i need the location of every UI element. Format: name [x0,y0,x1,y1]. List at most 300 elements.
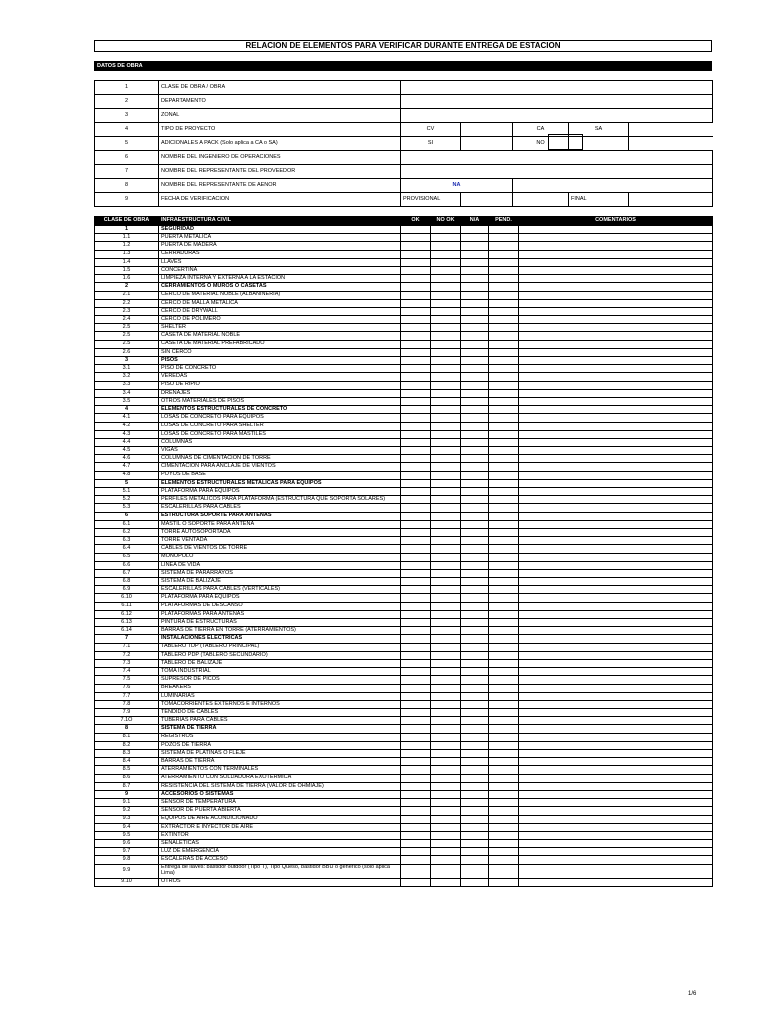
ok-cell[interactable] [401,725,431,733]
no-ok-cell[interactable] [431,586,461,594]
comentarios-cell[interactable] [519,782,713,790]
comentarios-cell[interactable] [519,823,713,831]
ok-cell[interactable] [401,561,431,569]
pend-cell[interactable] [489,750,519,758]
na-cell[interactable] [461,242,489,250]
ok-cell[interactable] [401,856,431,864]
no-ok-cell[interactable] [431,488,461,496]
pend-cell[interactable] [489,684,519,692]
option-si[interactable]: SI [401,137,461,151]
comentarios-cell[interactable] [519,414,713,422]
pend-cell[interactable] [489,324,519,332]
no-ok-cell[interactable] [431,447,461,455]
comentarios-cell[interactable] [519,684,713,692]
na-cell[interactable] [461,717,489,725]
ok-cell[interactable] [401,750,431,758]
na-cell[interactable] [461,381,489,389]
pend-cell[interactable] [489,496,519,504]
aenor-value[interactable]: NA [401,179,513,193]
pend-cell[interactable] [489,504,519,512]
no-ok-cell[interactable] [431,619,461,627]
no-ok-cell[interactable] [431,741,461,749]
no-ok-cell[interactable] [431,528,461,536]
ok-cell[interactable] [401,357,431,365]
pend-cell[interactable] [489,651,519,659]
comentarios-cell[interactable] [519,242,713,250]
comentarios-cell[interactable] [519,455,713,463]
no-ok-cell[interactable] [431,455,461,463]
pend-cell[interactable] [489,250,519,258]
comentarios-cell[interactable] [519,373,713,381]
na-cell[interactable] [461,283,489,291]
provisional-value[interactable] [461,193,513,207]
pend-cell[interactable] [489,266,519,274]
no-ok-cell[interactable] [431,684,461,692]
no-ok-cell[interactable] [431,373,461,381]
ok-cell[interactable] [401,545,431,553]
ok-cell[interactable] [401,594,431,602]
comentarios-cell[interactable] [519,348,713,356]
pend-cell[interactable] [489,878,519,886]
na-cell[interactable] [461,878,489,886]
comentarios-cell[interactable] [519,635,713,643]
ok-cell[interactable] [401,455,431,463]
datos-value-field[interactable] [401,151,713,165]
option-cv[interactable]: CV [401,123,461,137]
no-ok-cell[interactable] [431,717,461,725]
no-ok-cell[interactable] [431,348,461,356]
pend-cell[interactable] [489,488,519,496]
ok-cell[interactable] [401,479,431,487]
pend-cell[interactable] [489,537,519,545]
na-cell[interactable] [461,488,489,496]
comentarios-cell[interactable] [519,602,713,610]
ok-cell[interactable] [401,340,431,348]
comentarios-cell[interactable] [519,250,713,258]
pend-cell[interactable] [489,316,519,324]
pend-cell[interactable] [489,528,519,536]
ok-cell[interactable] [401,676,431,684]
comentarios-cell[interactable] [519,578,713,586]
comentarios-cell[interactable] [519,234,713,242]
no-ok-cell[interactable] [431,774,461,782]
no-ok-cell[interactable] [431,750,461,758]
na-cell[interactable] [461,709,489,717]
ok-cell[interactable] [401,741,431,749]
pend-cell[interactable] [489,815,519,823]
ok-cell[interactable] [401,250,431,258]
ok-cell[interactable] [401,414,431,422]
no-ok-cell[interactable] [431,332,461,340]
comentarios-cell[interactable] [519,381,713,389]
pend-cell[interactable] [489,332,519,340]
comentarios-cell[interactable] [519,709,713,717]
comentarios-cell[interactable] [519,479,713,487]
comentarios-cell[interactable] [519,815,713,823]
na-cell[interactable] [461,373,489,381]
no-ok-cell[interactable] [431,545,461,553]
pend-cell[interactable] [489,610,519,618]
no-ok-cell[interactable] [431,569,461,577]
na-cell[interactable] [461,643,489,651]
option-sa[interactable]: SA [569,123,629,137]
na-cell[interactable] [461,676,489,684]
no-ok-cell[interactable] [431,668,461,676]
ok-cell[interactable] [401,316,431,324]
no-ok-cell[interactable] [431,553,461,561]
no-ok-cell[interactable] [431,610,461,618]
ok-cell[interactable] [401,537,431,545]
na-cell[interactable] [461,848,489,856]
no-ok-cell[interactable] [431,406,461,414]
na-cell[interactable] [461,815,489,823]
pend-cell[interactable] [489,758,519,766]
na-cell[interactable] [461,266,489,274]
pend-cell[interactable] [489,619,519,627]
comentarios-cell[interactable] [519,668,713,676]
no-ok-cell[interactable] [431,725,461,733]
comentarios-cell[interactable] [519,790,713,798]
pend-cell[interactable] [489,717,519,725]
no-ok-cell[interactable] [431,643,461,651]
na-cell[interactable] [461,365,489,373]
ok-cell[interactable] [401,406,431,414]
ok-cell[interactable] [401,275,431,283]
no-ok-cell[interactable] [431,463,461,471]
ok-cell[interactable] [401,586,431,594]
pend-cell[interactable] [489,766,519,774]
comentarios-cell[interactable] [519,643,713,651]
pend-cell[interactable] [489,790,519,798]
pend-cell[interactable] [489,643,519,651]
ok-cell[interactable] [401,389,431,397]
na-cell[interactable] [461,430,489,438]
na-cell[interactable] [461,340,489,348]
comentarios-cell[interactable] [519,766,713,774]
pend-cell[interactable] [489,455,519,463]
na-cell[interactable] [461,504,489,512]
comentarios-cell[interactable] [519,750,713,758]
ok-cell[interactable] [401,496,431,504]
ok-cell[interactable] [401,283,431,291]
na-cell[interactable] [461,275,489,283]
comentarios-cell[interactable] [519,258,713,266]
pend-cell[interactable] [489,414,519,422]
na-cell[interactable] [461,602,489,610]
na-cell[interactable] [461,774,489,782]
ok-cell[interactable] [401,790,431,798]
comentarios-cell[interactable] [519,545,713,553]
comentarios-cell[interactable] [519,226,713,234]
comentarios-cell[interactable] [519,659,713,667]
comentarios-cell[interactable] [519,324,713,332]
no-ok-cell[interactable] [431,831,461,839]
comentarios-cell[interactable] [519,848,713,856]
na-cell[interactable] [461,651,489,659]
comentarios-cell[interactable] [519,275,713,283]
na-cell[interactable] [461,831,489,839]
ok-cell[interactable] [401,381,431,389]
comentarios-cell[interactable] [519,266,713,274]
comentarios-cell[interactable] [519,438,713,446]
na-cell[interactable] [461,684,489,692]
ok-cell[interactable] [401,520,431,528]
na-cell[interactable] [461,250,489,258]
no-ok-cell[interactable] [431,471,461,479]
pend-cell[interactable] [489,799,519,807]
no-ok-cell[interactable] [431,537,461,545]
na-cell[interactable] [461,594,489,602]
pend-cell[interactable] [489,234,519,242]
comentarios-cell[interactable] [519,774,713,782]
no-ok-cell[interactable] [431,242,461,250]
pend-cell[interactable] [489,848,519,856]
ok-cell[interactable] [401,291,431,299]
final-value[interactable] [629,193,713,207]
ok-cell[interactable] [401,782,431,790]
comentarios-cell[interactable] [519,831,713,839]
no-ok-cell[interactable] [431,700,461,708]
no-ok-cell[interactable] [431,790,461,798]
ok-cell[interactable] [401,700,431,708]
ok-cell[interactable] [401,651,431,659]
option-no[interactable]: NO [513,137,569,151]
na-cell[interactable] [461,823,489,831]
no-ok-cell[interactable] [431,840,461,848]
no-ok-cell[interactable] [431,651,461,659]
no-ok-cell[interactable] [431,250,461,258]
na-cell[interactable] [461,438,489,446]
na-cell[interactable] [461,528,489,536]
pend-cell[interactable] [489,471,519,479]
ok-cell[interactable] [401,463,431,471]
pend-cell[interactable] [489,733,519,741]
pend-cell[interactable] [489,725,519,733]
comentarios-cell[interactable] [519,528,713,536]
pend-cell[interactable] [489,676,519,684]
na-cell[interactable] [461,741,489,749]
pend-cell[interactable] [489,659,519,667]
na-cell[interactable] [461,332,489,340]
na-cell[interactable] [461,397,489,405]
pend-cell[interactable] [489,774,519,782]
no-ok-cell[interactable] [431,299,461,307]
no-ok-cell[interactable] [431,856,461,864]
pend-cell[interactable] [489,406,519,414]
pend-cell[interactable] [489,668,519,676]
pend-cell[interactable] [489,422,519,430]
no-ok-cell[interactable] [431,307,461,315]
comentarios-cell[interactable] [519,299,713,307]
na-cell[interactable] [461,782,489,790]
pend-cell[interactable] [489,741,519,749]
comentarios-cell[interactable] [519,471,713,479]
comentarios-cell[interactable] [519,840,713,848]
comentarios-cell[interactable] [519,553,713,561]
na-cell[interactable] [461,569,489,577]
na-cell[interactable] [461,258,489,266]
comentarios-cell[interactable] [519,397,713,405]
ok-cell[interactable] [401,619,431,627]
no-ok-cell[interactable] [431,823,461,831]
ok-cell[interactable] [401,512,431,520]
no-ok-cell[interactable] [431,782,461,790]
no-ok-cell[interactable] [431,594,461,602]
na-cell[interactable] [461,692,489,700]
comentarios-cell[interactable] [519,692,713,700]
pend-cell[interactable] [489,692,519,700]
no-ok-cell[interactable] [431,602,461,610]
no-ok-cell[interactable] [431,758,461,766]
comentarios-cell[interactable] [519,332,713,340]
na-cell[interactable] [461,578,489,586]
pend-cell[interactable] [489,373,519,381]
pend-cell[interactable] [489,578,519,586]
pend-cell[interactable] [489,463,519,471]
pend-cell[interactable] [489,520,519,528]
ok-cell[interactable] [401,488,431,496]
no-ok-cell[interactable] [431,258,461,266]
option-si-value[interactable] [461,137,513,151]
pend-cell[interactable] [489,840,519,848]
comentarios-cell[interactable] [519,610,713,618]
comentarios-cell[interactable] [519,864,713,878]
comentarios-cell[interactable] [519,741,713,749]
pend-cell[interactable] [489,586,519,594]
ok-cell[interactable] [401,799,431,807]
pend-cell[interactable] [489,365,519,373]
pend-cell[interactable] [489,226,519,234]
comentarios-cell[interactable] [519,807,713,815]
ok-cell[interactable] [401,234,431,242]
ok-cell[interactable] [401,602,431,610]
ok-cell[interactable] [401,840,431,848]
pend-cell[interactable] [489,709,519,717]
ok-cell[interactable] [401,823,431,831]
pend-cell[interactable] [489,340,519,348]
comentarios-cell[interactable] [519,700,713,708]
comentarios-cell[interactable] [519,627,713,635]
comentarios-cell[interactable] [519,717,713,725]
pend-cell[interactable] [489,627,519,635]
no-ok-cell[interactable] [431,766,461,774]
pend-cell[interactable] [489,389,519,397]
ok-cell[interactable] [401,447,431,455]
no-ok-cell[interactable] [431,357,461,365]
comentarios-cell[interactable] [519,799,713,807]
comentarios-cell[interactable] [519,463,713,471]
pend-cell[interactable] [489,242,519,250]
comentarios-cell[interactable] [519,586,713,594]
pend-cell[interactable] [489,447,519,455]
ok-cell[interactable] [401,258,431,266]
ok-cell[interactable] [401,266,431,274]
no-ok-cell[interactable] [431,733,461,741]
na-cell[interactable] [461,619,489,627]
comentarios-cell[interactable] [519,512,713,520]
pend-cell[interactable] [489,258,519,266]
na-cell[interactable] [461,422,489,430]
na-cell[interactable] [461,758,489,766]
ok-cell[interactable] [401,766,431,774]
datos-value-field[interactable] [401,95,713,109]
no-ok-cell[interactable] [431,878,461,886]
na-cell[interactable] [461,226,489,234]
ok-cell[interactable] [401,864,431,878]
na-cell[interactable] [461,291,489,299]
ok-cell[interactable] [401,717,431,725]
ok-cell[interactable] [401,733,431,741]
ok-cell[interactable] [401,553,431,561]
na-cell[interactable] [461,455,489,463]
no-ok-cell[interactable] [431,479,461,487]
na-cell[interactable] [461,234,489,242]
pend-cell[interactable] [489,782,519,790]
pend-cell[interactable] [489,864,519,878]
option-ca[interactable]: CA [513,123,569,137]
na-cell[interactable] [461,766,489,774]
no-ok-cell[interactable] [431,496,461,504]
ok-cell[interactable] [401,332,431,340]
na-cell[interactable] [461,864,489,878]
na-cell[interactable] [461,750,489,758]
datos-value-field[interactable] [513,179,713,193]
no-ok-cell[interactable] [431,283,461,291]
na-cell[interactable] [461,348,489,356]
ok-cell[interactable] [401,307,431,315]
na-cell[interactable] [461,471,489,479]
comentarios-cell[interactable] [519,569,713,577]
pend-cell[interactable] [489,348,519,356]
comentarios-cell[interactable] [519,430,713,438]
ok-cell[interactable] [401,659,431,667]
no-ok-cell[interactable] [431,520,461,528]
comentarios-cell[interactable] [519,725,713,733]
na-cell[interactable] [461,807,489,815]
na-cell[interactable] [461,512,489,520]
ok-cell[interactable] [401,365,431,373]
no-ok-cell[interactable] [431,676,461,684]
pend-cell[interactable] [489,438,519,446]
pend-cell[interactable] [489,512,519,520]
no-ok-cell[interactable] [431,627,461,635]
na-cell[interactable] [461,610,489,618]
ok-cell[interactable] [401,430,431,438]
pend-cell[interactable] [489,381,519,389]
na-cell[interactable] [461,733,489,741]
pend-cell[interactable] [489,479,519,487]
pend-cell[interactable] [489,823,519,831]
ok-cell[interactable] [401,831,431,839]
ok-cell[interactable] [401,569,431,577]
no-ok-cell[interactable] [431,275,461,283]
no-ok-cell[interactable] [431,635,461,643]
pend-cell[interactable] [489,635,519,643]
no-ok-cell[interactable] [431,324,461,332]
no-ok-cell[interactable] [431,316,461,324]
comentarios-cell[interactable] [519,283,713,291]
comentarios-cell[interactable] [519,594,713,602]
comentarios-cell[interactable] [519,291,713,299]
pend-cell[interactable] [489,307,519,315]
no-ok-cell[interactable] [431,389,461,397]
ok-cell[interactable] [401,758,431,766]
na-cell[interactable] [461,389,489,397]
comentarios-cell[interactable] [519,676,713,684]
no-ok-cell[interactable] [431,709,461,717]
no-ok-cell[interactable] [431,504,461,512]
na-cell[interactable] [461,586,489,594]
